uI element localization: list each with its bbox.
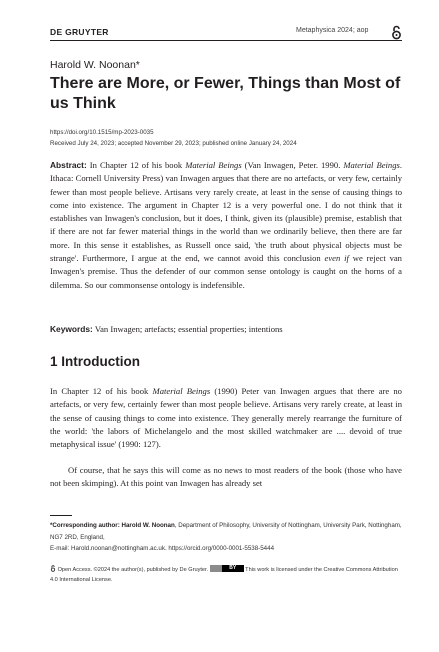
license-text: This work is licensed under the Creative Commons Attribution 4.0 International License.	[50, 567, 398, 583]
cc-by-label: BY	[222, 565, 244, 572]
abstract-label: Abstract:	[50, 160, 87, 170]
abstract-book-title: Material Beings	[185, 160, 242, 170]
body-paragraph: Of course, that he says this will come as no news to most readers of the book (those who have not been skimping). At this point van Inwagen has already set	[50, 465, 402, 489]
header-divider	[50, 40, 402, 41]
abstract-text: In Chapter 12 of his book	[86, 160, 186, 170]
publication-dates: Received July 24, 2023; accepted November 29, 2023; published online January 24, 2024	[50, 140, 297, 147]
abstract-book-title: Material Beings	[343, 160, 400, 170]
cc-icon	[210, 565, 222, 572]
author-name: Harold W. Noonan*	[50, 59, 140, 71]
abstract-text: we reject van Inwagen's premise. Thus the defender of our common sense ontology is caught on the horns of a dilemma. So our commonsense ontology is indefensible.	[50, 253, 402, 290]
abstract-emphasis: even if	[324, 253, 349, 264]
corresponding-author-label: *Corresponding author: Harold W. Noonan	[50, 522, 175, 529]
keywords	[50, 323, 402, 336]
abstract	[50, 159, 402, 292]
open-access-icon	[50, 565, 56, 572]
journal-info: Metaphysica 2024; aop	[296, 27, 369, 34]
body-paragraph	[50, 385, 402, 451]
footnote-divider	[50, 515, 72, 516]
author-affiliation: , Department of Philosophy, University of Nottingham, University Park, Nottingham, NG7 2RD, England,	[50, 522, 402, 541]
section-heading: 1 Introduction	[50, 354, 140, 369]
book-title: Material Beings	[152, 386, 211, 396]
cc-by-icon[interactable]	[210, 565, 244, 572]
license-notice	[50, 565, 402, 585]
open-access-icon	[391, 25, 402, 40]
doi-link[interactable]: https://doi.org/10.1515/mp-2023-0035	[50, 129, 154, 136]
abstract-text: . Ithaca: Cornell University Press) van Inwagen argues that there are no artefacts, or very few, certainly fewer than most people believe. Artisans very rarely create, at least in the sense of causing things to come into existence. The argument in Chapter 12 is a very powerful one. I do not think that it establishes van Inwagen's conclusion, but it does, I think, given its (plausible) premise, establish that if there are not far fewer material things in the world than we ordinarily believe, then there are far more. In this sense it establishes, as Russell once said, 'the truth about physical objects must be strange'. Furthermore, I argue at the end, we cannot avoid this conclusion	[50, 160, 402, 264]
footnote	[50, 520, 402, 555]
license-text: Open Access. ©2024 the author(s), published by De Gruyter.	[57, 567, 209, 573]
body-text: (1990) Peter van Inwagen argues that there are no artefacts, or very few, certainly fewer than most people believe. Artisans very rarely create, at least in the sense of causing things to come into existence. They generally merely rearrange the furniture of the world: 'the labors of Michelangelo and the most skilled watchmaker are .... devoid of true metaphysical issue' (1990: 127).	[50, 386, 402, 450]
article-title: There are More, or Fewer, Things than Most of us Think	[50, 75, 401, 112]
publisher-name: DE GRUYTER	[50, 27, 109, 37]
keywords-text: Van Inwagen; artefacts; essential properties; intentions	[92, 324, 283, 334]
keywords-label: Keywords:	[50, 324, 93, 334]
author-contact[interactable]: E-mail: Harold.noonan@nottingham.ac.uk. https://orcid.org/0000-0001-5538-5444	[50, 545, 275, 552]
body-text: In Chapter 12 of his book	[50, 386, 153, 396]
abstract-text: (Van Inwagen, Peter. 1990.	[241, 160, 344, 170]
